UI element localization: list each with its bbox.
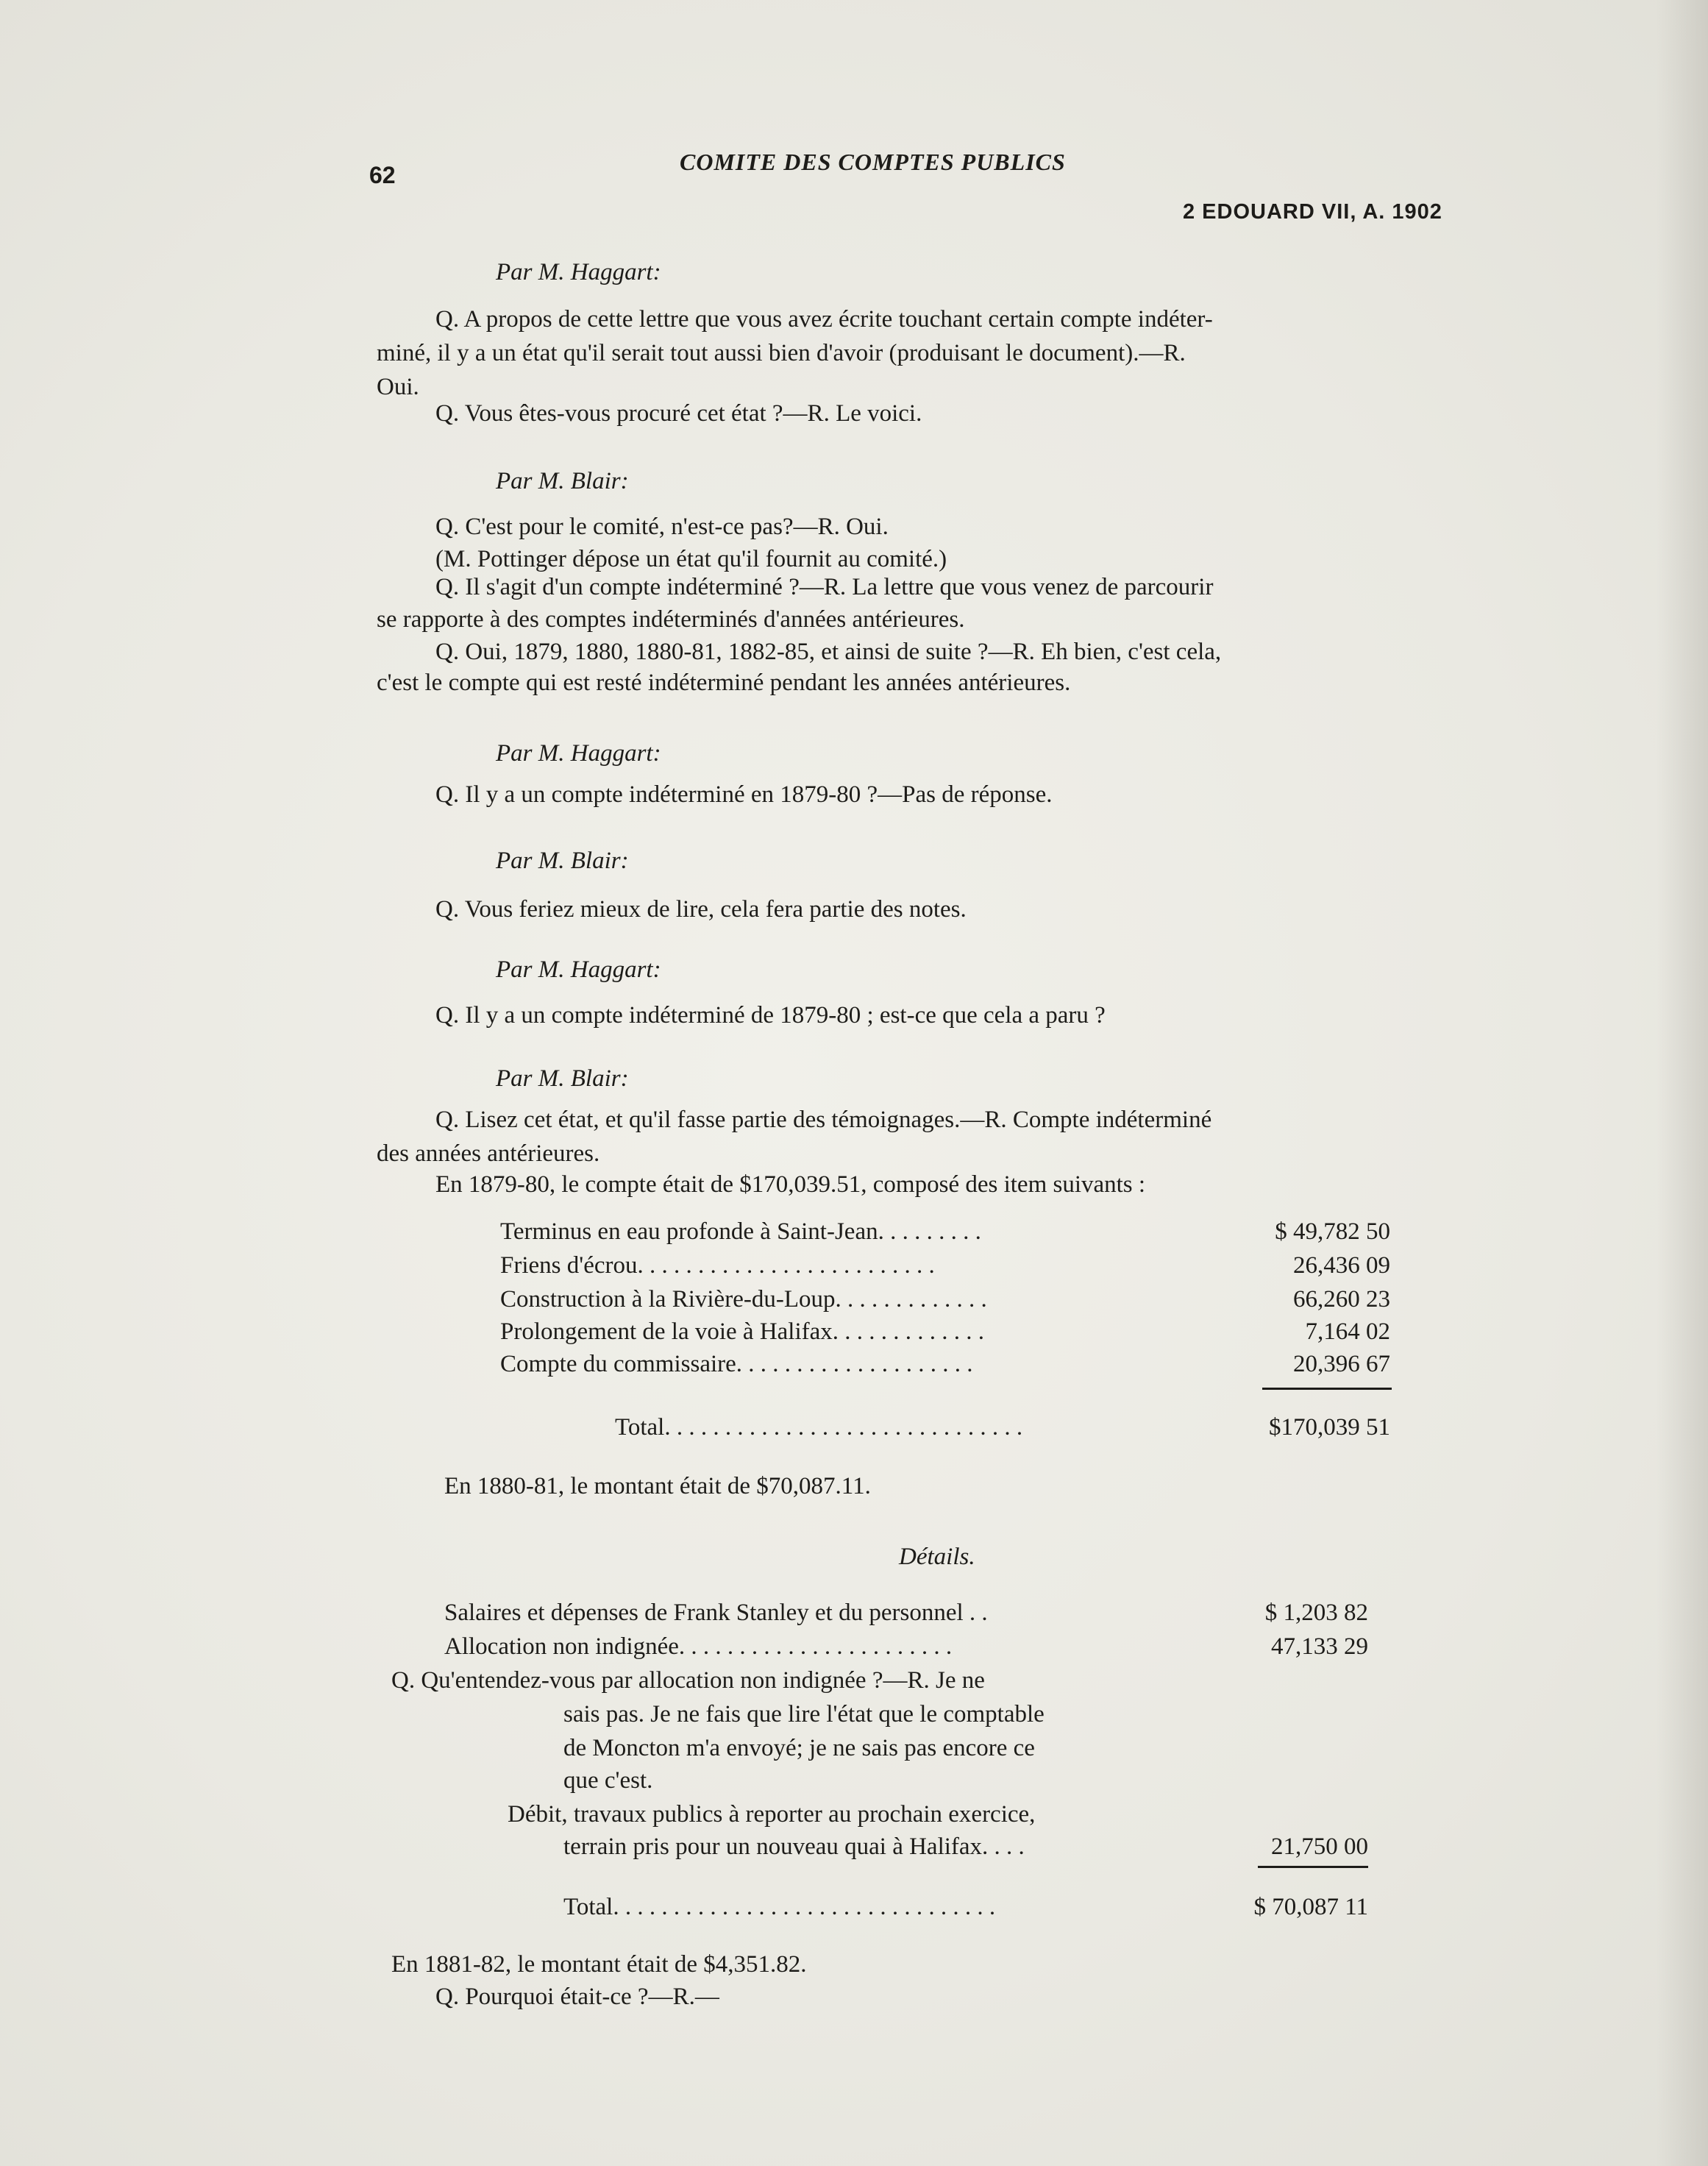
para-10-line-1: Q. Lisez cet état, et qu'il fasse partie des témoignages.—R. Compte indéterminé — [435, 1107, 1212, 1133]
para-4: (M. Pottinger dépose un état qu'il fournit au comité.) — [435, 546, 947, 572]
details-row-2-label: Allocation non indignée. . . . . . . . . . . . . . . . . . . . . . . — [444, 1633, 953, 1660]
speaker-blair-1: Par M. Blair: — [496, 468, 629, 494]
table-1879-row-label: Friens d'écrou. . . . . . . . . . . . . . . . . . . . . . . . . — [500, 1252, 935, 1279]
para-13: En 1881-82, le montant était de $4,351.82. — [391, 1951, 807, 1978]
table-1879-total-amount: $170,039 51 — [1269, 1414, 1390, 1441]
question-line-2: sais pas. Je ne fais que lire l'état que le comptable — [563, 1701, 1045, 1728]
running-title: COMITE DES COMPTES PUBLICS — [680, 149, 1066, 175]
para-12: En 1880-81, le montant était de $70,087.11. — [444, 1473, 871, 1499]
speaker-haggart-1: Par M. Haggart: — [496, 259, 661, 285]
details-heading: Détails. — [899, 1544, 975, 1570]
para-9: Q. Il y a un compte indéterminé de 1879-80 ; est-ce que cela a paru ? — [435, 1002, 1106, 1029]
para-5-line-1: Q. Il s'agit d'un compte indéterminé ?—R. La lettre que vous venez de parcourir — [435, 574, 1214, 600]
table-1879-row-label: Terminus en eau profonde à Saint-Jean. . . . . . . . . — [500, 1218, 981, 1245]
details-row-1-amount: $ 1,203 82 — [1264, 1599, 1368, 1626]
para-6-line-1: Q. Oui, 1879, 1880, 1880-81, 1882-85, et ainsi de suite ?—R. Eh bien, c'est cela, — [435, 639, 1222, 665]
para-3: Q. C'est pour le comité, n'est-ce pas?—R. Oui. — [435, 514, 889, 540]
table-1879-total-label: Total. . . . . . . . . . . . . . . . . . . . . . . . . . . . . . — [615, 1414, 1023, 1441]
table-1879-row-label: Construction à la Rivière-du-Loup. . . . . . . . . . . . . — [500, 1286, 987, 1313]
question-line-1: Q. Qu'entendez-vous par allocation non indignée ?—R. Je ne — [391, 1667, 985, 1694]
para-8: Q. Vous feriez mieux de lire, cela fera partie des notes. — [435, 896, 967, 923]
question-line-3: de Moncton m'a envoyé; je ne sais pas encore ce — [563, 1735, 1035, 1761]
para-2: Q. Vous êtes-vous procuré cet état ?—R. Le voici. — [435, 400, 922, 427]
para-6-line-2: c'est le compte qui est resté indéterminé pendant les années antérieures. — [377, 670, 1071, 696]
para-1-line-1: Q. A propos de cette lettre que vous avez écrite touchant certain compte indéter- — [435, 306, 1213, 333]
table-1879-row-amount: 20,396 67 — [1293, 1351, 1390, 1377]
table-1879-row-amount: 26,436 09 — [1293, 1252, 1390, 1279]
speaker-haggart-3: Par M. Haggart: — [496, 956, 661, 983]
debit-line-2: terrain pris pour un nouveau quai à Halifax. . . . — [563, 1833, 1025, 1860]
page-edge-shadow — [1657, 0, 1708, 2166]
details-row-1-label: Salaires et dépenses de Frank Stanley et du personnel . . — [444, 1599, 988, 1626]
para-14: Q. Pourquoi était-ce ?—R.— — [435, 1984, 719, 2010]
table-1879-row-amount: 66,260 23 — [1293, 1286, 1390, 1313]
details-total-rule — [1258, 1866, 1368, 1868]
table-1879-row-amount: 7,164 02 — [1305, 1318, 1390, 1345]
details-total-label: Total. . . . . . . . . . . . . . . . . . . . . . . . . . . . . . . . — [563, 1894, 996, 1920]
para-11: En 1879-80, le compte était de $170,039.51, composé des item suivants : — [435, 1171, 1146, 1198]
table-1879-row-label: Prolongement de la voie à Halifax. . . . . . . . . . . . . — [500, 1318, 985, 1345]
table-1879-row-label: Compte du commissaire. . . . . . . . . . . . . . . . . . . . — [500, 1351, 973, 1377]
debit-amount: 21,750 00 — [1271, 1833, 1368, 1860]
para-7: Q. Il y a un compte indéterminé en 1879-80 ?—Pas de réponse. — [435, 781, 1053, 808]
page-number: 62 — [369, 162, 396, 188]
question-line-4: que c'est. — [563, 1767, 653, 1794]
para-1-line-3: Oui. — [377, 374, 419, 400]
speaker-blair-3: Par M. Blair: — [496, 1065, 629, 1092]
session-line: 2 EDOUARD VII, A. 1902 — [1183, 200, 1442, 224]
table-1879-row-amount: $ 49,782 50 — [1275, 1218, 1390, 1245]
details-row-2-amount: 47,133 29 — [1271, 1633, 1368, 1660]
para-5-line-2: se rapporte à des comptes indéterminés d'années antérieures. — [377, 606, 965, 633]
details-total-amount: $ 70,087 11 — [1253, 1894, 1368, 1920]
para-10-line-2: des années antérieures. — [377, 1140, 600, 1167]
debit-line-1: Débit, travaux publics à reporter au prochain exercice, — [508, 1801, 1036, 1828]
para-1-line-2: miné, il y a un état qu'il serait tout aussi bien d'avoir (produisant le document).—R. — [377, 340, 1186, 366]
speaker-haggart-2: Par M. Haggart: — [496, 740, 661, 767]
speaker-blair-2: Par M. Blair: — [496, 848, 629, 874]
table-1879-total-rule — [1262, 1388, 1392, 1390]
